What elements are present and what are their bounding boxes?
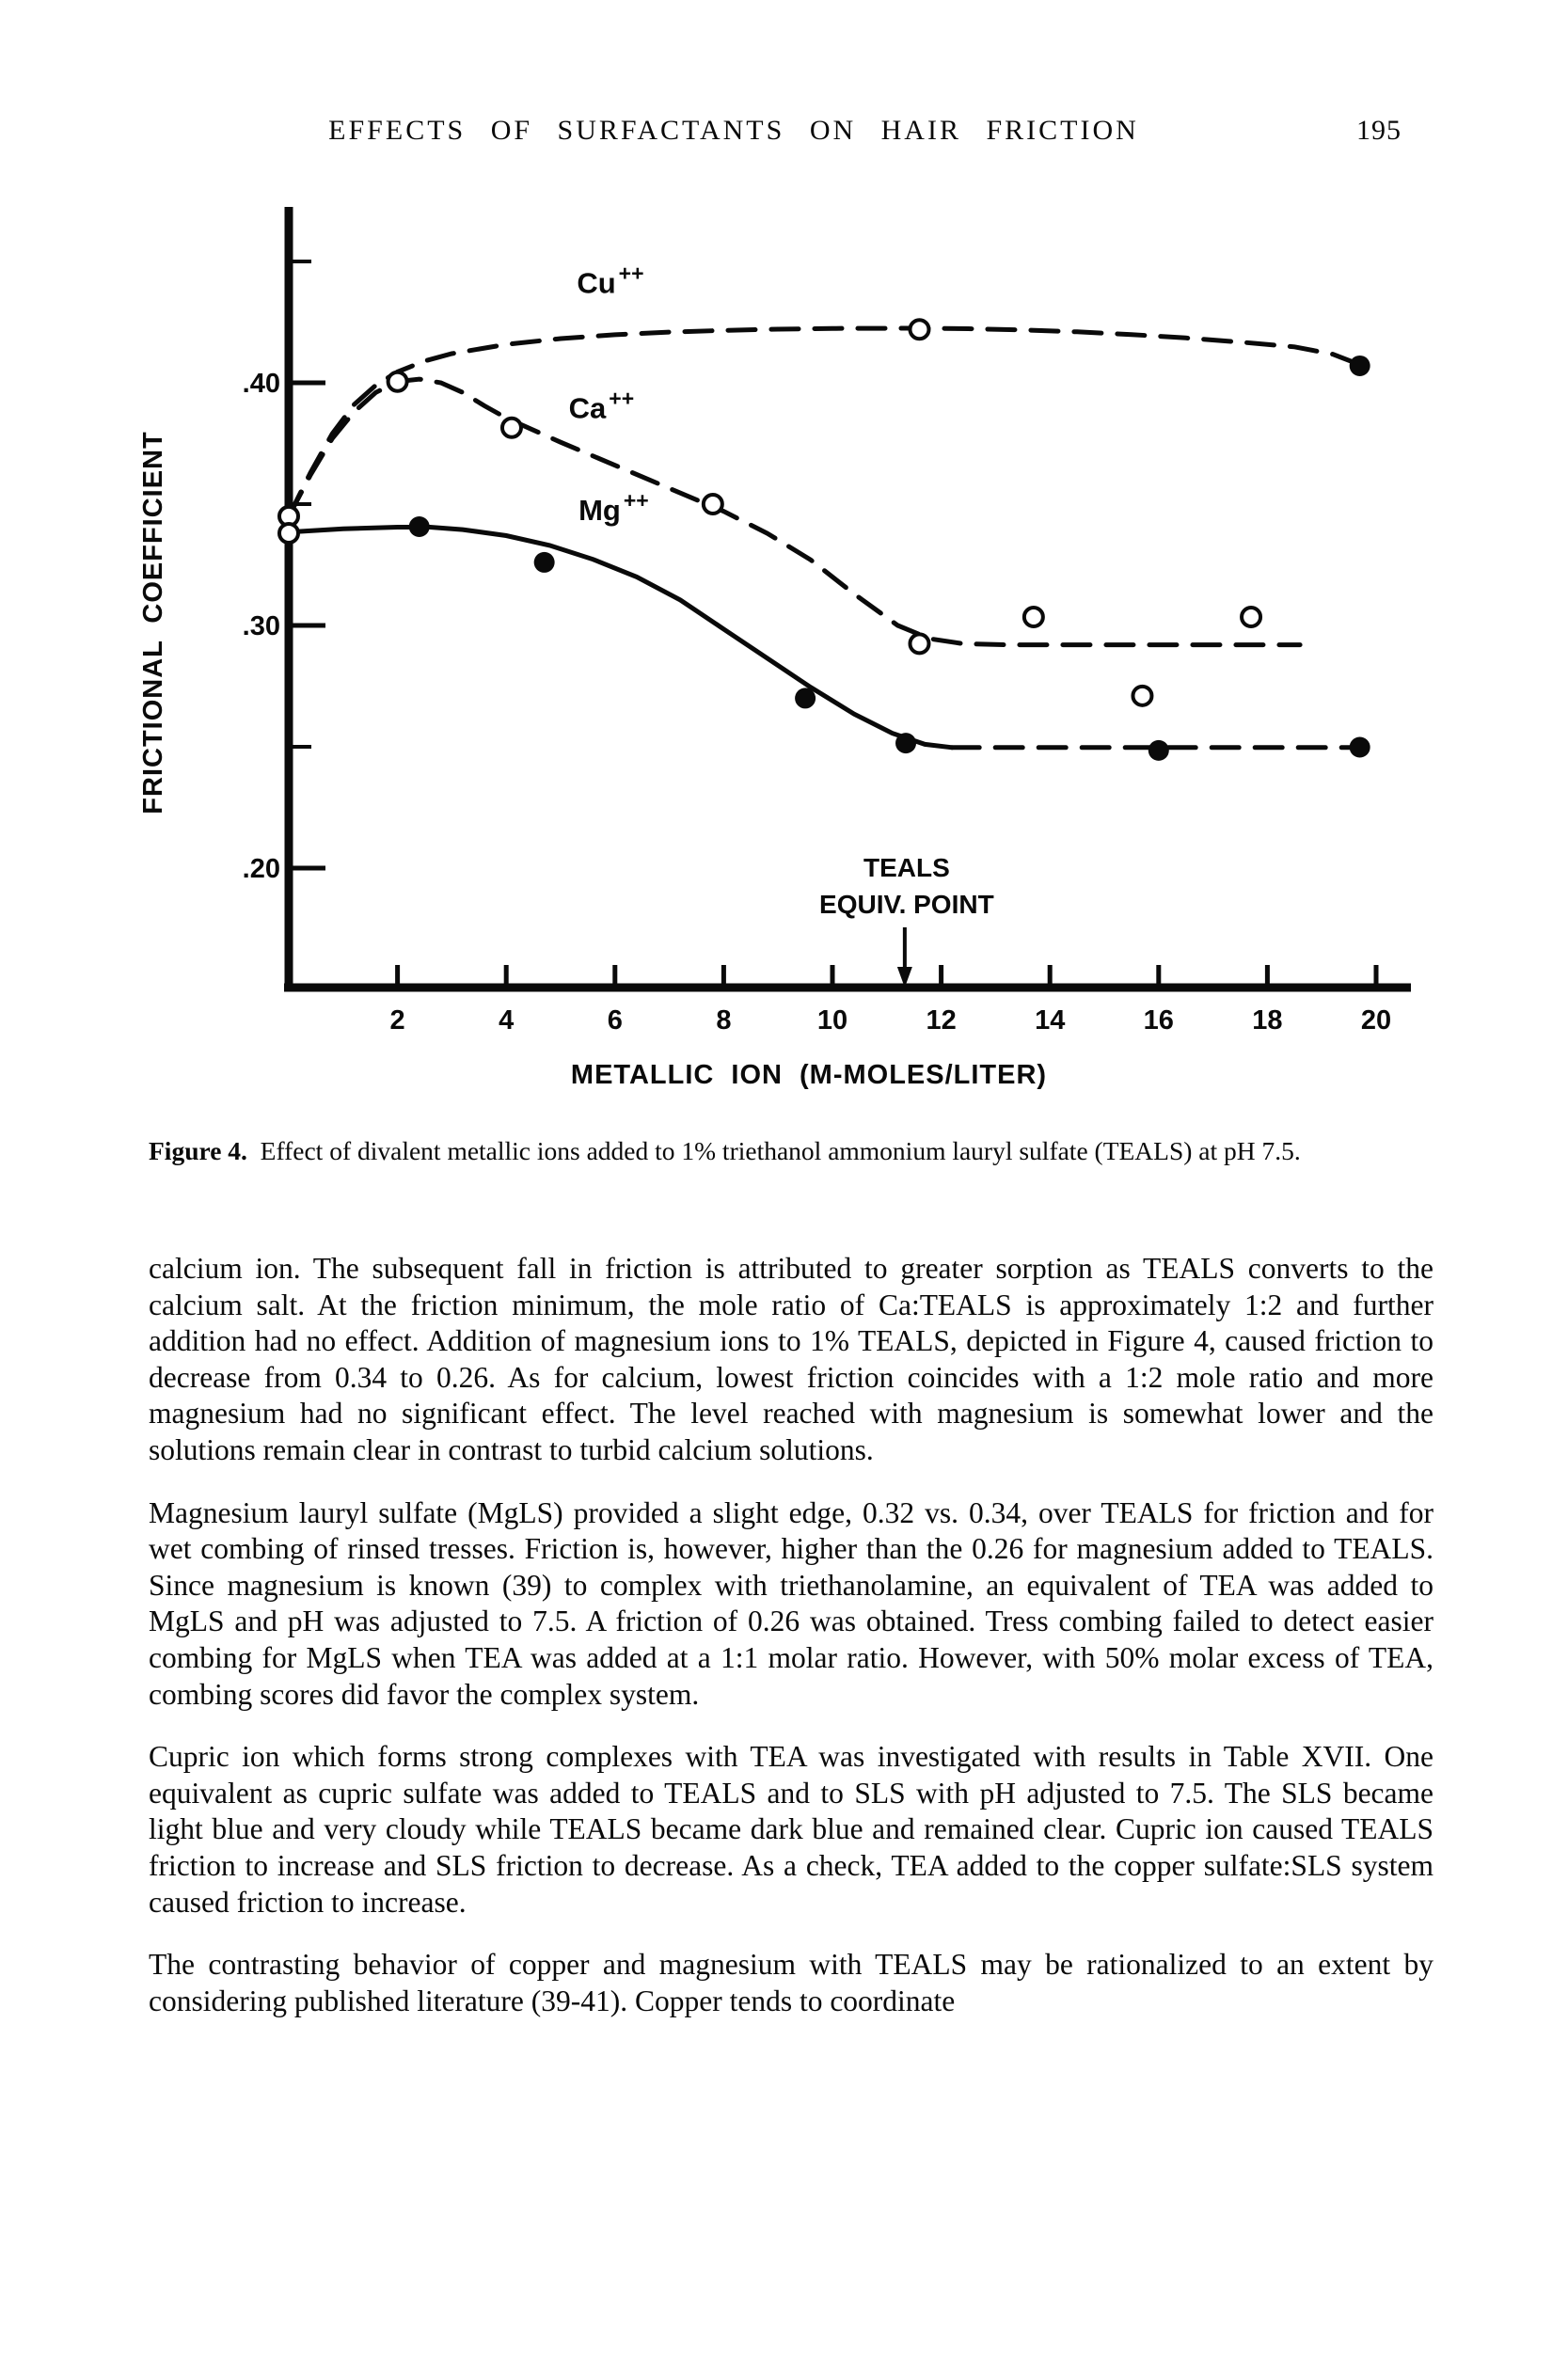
- series-label-cu: Cu ++: [577, 261, 644, 300]
- figure-caption-text: Effect of divalent metallic ions added to 1% triethanol ammonium lauryl sulfate (TEALS) at pH 7.5.: [260, 1136, 1301, 1165]
- data-point-filled-mg: [1350, 737, 1370, 758]
- data-point-open-ca: [1132, 687, 1151, 705]
- data-point-filled-mg: [895, 733, 916, 753]
- x-tick-label: 16: [1143, 1005, 1174, 1036]
- x-tick-label: 2: [389, 1005, 405, 1036]
- data-point-open-mg: [279, 524, 298, 543]
- figure-caption: [149, 1131, 1433, 1172]
- figure4-line-chart: [0, 0, 1568, 1119]
- series-label-ca: Ca ++: [568, 386, 635, 425]
- series-label-mg: Mg ++: [578, 487, 649, 527]
- series-curve-ca: [289, 379, 1300, 644]
- paragraph: The contrasting behavior of copper and magnesium with TEALS may be rationalized to an extent by considering published literature (39-41). Copper tends to coordinate: [149, 1948, 1433, 2017]
- paragraph: calcium ion. The subsequent fall in friction is attributed to greater sorption as TEALS converts to the calcium salt. At the friction minimum, the mole ratio of Ca:TEALS is approximately 1:2 and further addition had no effect. Addition of magnesium ions to 1% TEALS, depicted in Figure 4, caused friction to decrease from 0.34 to 0.26. As for calcium, lowest friction coincides with a 1:2 mole ratio and more magnesium had no significant effect. The level reached with magnesium is somewhat lower and the solutions remain clear in contrast to turbid calcium solutions.: [149, 1252, 1433, 1466]
- page-number: 195: [1356, 115, 1402, 146]
- x-tick-label: 4: [499, 1005, 515, 1036]
- paragraph: Cupric ion which forms strong complexes with TEA was investigated with results in Table XVII. One equivalent as cupric sulfate was added to TEALS and to SLS with pH adjusted to 7.5. The SLS became light blue and very cloudy while TEALS became dark blue and remained clear. Cupric ion caused TEALS friction to increase and SLS friction to decrease. As a check, TEA added to the copper sulfate:SLS system caused friction to increase.: [149, 1740, 1433, 1919]
- y-axis-label: FRICTIONAL COEFFICIENT: [138, 431, 168, 814]
- series-curve-mg: [289, 528, 952, 748]
- body-text-column: [149, 1251, 1433, 2046]
- series-curve-cu: [289, 328, 1360, 516]
- data-point-open-ca: [1242, 608, 1260, 626]
- data-point-filled-mg: [409, 516, 430, 537]
- x-tick-label: 14: [1035, 1005, 1066, 1036]
- data-point-filled-mg: [795, 688, 816, 708]
- x-tick-label: 8: [716, 1005, 732, 1036]
- figure-caption-label: Figure 4.: [149, 1136, 247, 1165]
- data-point-open-ca: [388, 372, 407, 391]
- data-point-filled-mg: [1148, 740, 1169, 761]
- data-point-filled-mg: [534, 552, 555, 573]
- y-tick-label: .40: [242, 369, 280, 399]
- data-point-filled-cu: [1350, 356, 1370, 376]
- annotation-equiv-point: EQUIV. POINT: [819, 890, 994, 919]
- running-head-title: EFFECTS OF SURFACTANTS ON HAIR FRICTION: [328, 115, 1139, 146]
- x-tick-label: 20: [1360, 1005, 1392, 1036]
- y-tick-label: .20: [242, 854, 280, 884]
- data-point-open-ca: [910, 634, 928, 653]
- data-point-open-ca: [502, 419, 521, 437]
- paragraph: Magnesium lauryl sulfate (MgLS) provided a slight edge, 0.32 vs. 0.34, over TEALS for friction and for wet combing of rinsed tresses. Friction is, however, higher than the 0.26 for magnesium added to TEALS. Since magnesium is known (39) to complex with triethanolamine, an equivalent of TEA was added to MgLS and pH was adjusted to 7.5. A friction of 0.26 was obtained. Tress combing failed to detect easier combing for MgLS when TEA was added at a 1:1 molar ratio. However, with 50% molar excess of TEA, combing scores did favor the complex system.: [149, 1495, 1433, 1711]
- data-point-open-cu: [910, 320, 928, 339]
- data-point-open-ca: [704, 495, 722, 514]
- x-axis-label: METALLIC ION (M-MOLES/LITER): [570, 1060, 1048, 1090]
- y-tick-label: .30: [242, 611, 280, 641]
- x-tick-label: 18: [1252, 1005, 1283, 1036]
- x-tick-label: 6: [607, 1005, 623, 1036]
- x-tick-label: 10: [816, 1005, 848, 1036]
- data-point-open-ca: [1024, 608, 1043, 626]
- x-tick-label: 12: [926, 1005, 957, 1036]
- annotation-teals: TEALS: [863, 853, 950, 882]
